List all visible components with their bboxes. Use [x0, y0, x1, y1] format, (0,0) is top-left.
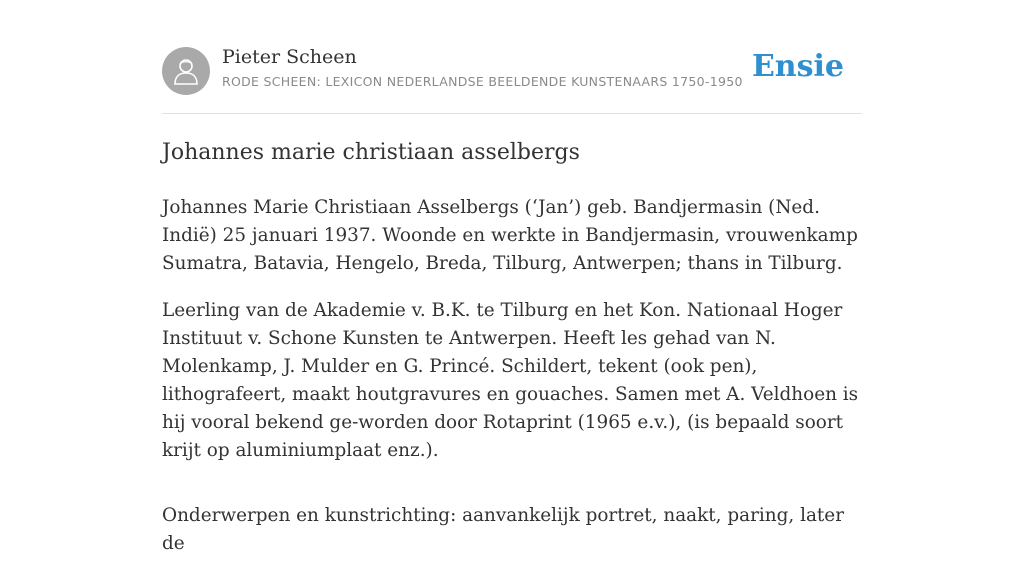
- article-paragraph: Onderwerpen en kunstrichting: aanvankelijk portret, naakt, paring, later de: [162, 505, 844, 554]
- article-title: Johannes marie christiaan asselbergs: [162, 140, 580, 165]
- article-header: [162, 46, 862, 96]
- author-name[interactable]: Pieter Scheen: [222, 46, 357, 68]
- article-paragraph: Johannes Marie Christiaan Asselbergs (‘Jan’) geb. Bandjermasin (Ned. Indië) 25 januari 1937. Woonde en werkte in Bandjermasin, vrouwenkamp Sumatra, Batavia, Hengelo, Breda, Tilburg, Antwerpen; thans in Tilburg.: [162, 197, 858, 274]
- user-icon: [174, 57, 198, 85]
- ensie-logo[interactable]: Ensie: [751, 49, 844, 84]
- header-divider: [162, 113, 862, 114]
- article-body: [162, 136, 862, 577]
- source-title[interactable]: RODE SCHEEN: LEXICON NEDERLANDSE BEELDENDE KUNSTENAARS 1750-1950: [222, 74, 743, 89]
- article-paragraph: Leerling van de Akademie v. B.K. te Tilburg en het Kon. Nationaal Hoger Instituut v. Schone Kunsten te Antwerpen. Heeft les gehad van N. Molenkamp, J. Mulder en G. Princé. Schildert, tekent (ook pen), lithografeert, maakt houtgravures en gouaches. Samen met A. Veldhoen is hij vooral bekend ge-worden door Rotaprint (1965 e.v.), (is bepaald soort krijt op aluminiumplaat enz.).: [162, 300, 859, 461]
- author-avatar[interactable]: [162, 47, 210, 95]
